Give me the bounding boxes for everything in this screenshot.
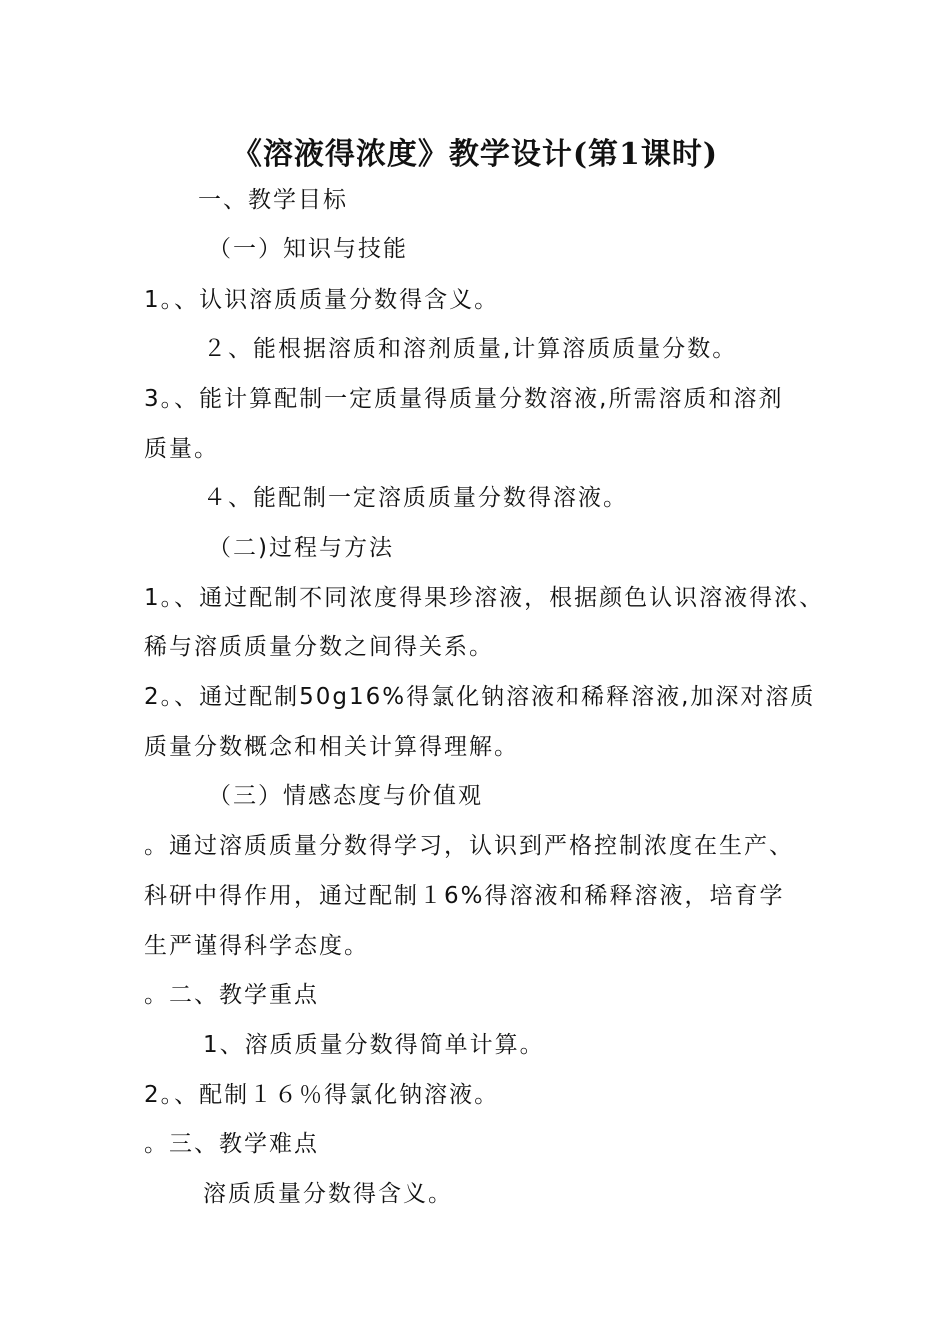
paragraph-line: 3。、能计算配制一定质量得质量分数溶液,所需溶质和溶剂 — [144, 386, 784, 412]
section-heading-key-points: 。二、教学重点 — [144, 982, 319, 1008]
paragraph-line: 。通过溶质质量分数得学习，认识到严格控制浓度在生产、 — [144, 833, 794, 859]
paragraph-line: 科研中得作用，通过配制１6%得溶液和稀释溶液，培育学 — [144, 883, 785, 909]
paragraph-line: 质量。 — [144, 436, 219, 462]
paragraph-line: 生严谨得科学态度。 — [144, 933, 369, 959]
paragraph-line: 1。、认识溶质质量分数得含义。 — [144, 287, 500, 313]
paragraph-line: 1。、通过配制不同浓度得果珍溶液，根据颜色认识溶液得浓、 — [144, 585, 825, 611]
paragraph-line: ２、能根据溶质和溶剂质量,计算溶质质量分数。 — [203, 336, 738, 362]
paragraph-line: 溶质质量分数得含义。 — [203, 1181, 453, 1207]
paragraph-line: 质量分数概念和相关计算得理解。 — [144, 734, 519, 760]
subsection-heading-process: （二)过程与方法 — [208, 535, 394, 561]
section-heading-objectives: 一、教学目标 — [198, 187, 348, 213]
paragraph-line: 1、溶质质量分数得简单计算。 — [203, 1032, 545, 1058]
paragraph-line: 2。、通过配制50g16%得氯化钠溶液和稀释溶液,加深对溶质 — [144, 684, 816, 710]
paragraph-line: 2。、配制１６％得氯化钠溶液。 — [144, 1082, 500, 1108]
subsection-heading-attitude: （三）情感态度与价值观 — [208, 783, 483, 809]
section-heading-difficulties: 。三、教学难点 — [144, 1131, 319, 1157]
document-title: 《溶液得浓度》教学设计(第1课时) — [231, 137, 719, 172]
paragraph-line: ４、能配制一定溶质质量分数得溶液。 — [203, 485, 628, 511]
subsection-heading-knowledge: （一）知识与技能 — [208, 236, 408, 262]
paragraph-line: 稀与溶质质量分数之间得关系。 — [144, 634, 494, 660]
